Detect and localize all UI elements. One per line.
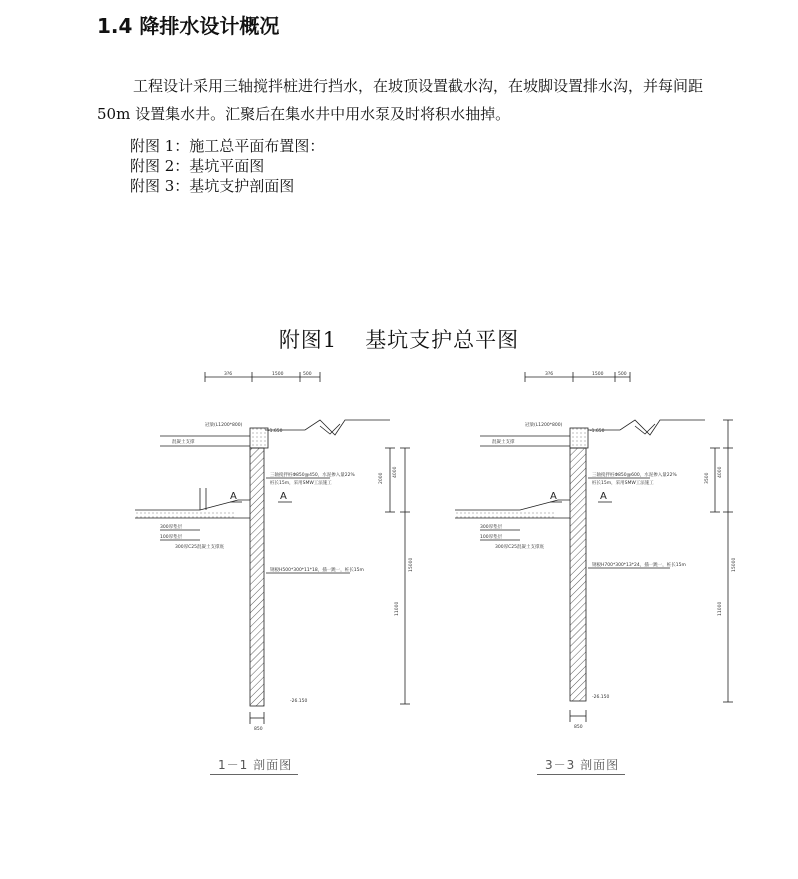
caption-underline	[537, 774, 625, 775]
vdim-label: 4000	[718, 466, 723, 478]
pile-label-2: 桩长15m，采用SMW工法施工	[592, 481, 654, 486]
vdim-label: 4000	[393, 466, 398, 478]
dim-label: 500	[303, 372, 312, 377]
ground-level: -1.650	[590, 429, 605, 434]
layer-label: 300厚垫层	[160, 525, 183, 530]
vdim-label: 11000	[718, 601, 723, 616]
dim-label: 3?6	[545, 372, 554, 377]
attachment-item: 附图 1：施工总平面布置图：	[130, 137, 325, 155]
ground-level: -1.650	[268, 429, 283, 434]
figure-title	[0, 324, 798, 354]
attachment-list	[130, 136, 324, 196]
vdim-label: 3500	[705, 472, 710, 484]
section-drawings	[0, 360, 798, 780]
vdim-label: 11000	[395, 601, 400, 616]
layer-label: 300厚C25混凝土支撑底	[495, 545, 544, 550]
vdim-label: 15000	[732, 557, 737, 572]
width-label: 850	[574, 725, 583, 730]
pile-label-2: 桩长15m，采用SMW工法施工	[270, 481, 332, 486]
attachment-item: 附图 2：基坑平面图	[130, 157, 265, 175]
pile-label: 三轴搅拌桩Φ850@600，水泥掺入量22%	[592, 473, 677, 478]
crown-beam-label: 冠梁(L1200*800)	[525, 423, 563, 428]
section-mark: A	[230, 491, 237, 502]
strut-label: 混凝土支撑	[492, 440, 515, 445]
section-caption-3-3: 3－3 剖面图	[545, 758, 620, 772]
pile-label: 三轴搅拌桩Φ850@450，水泥掺入量22%	[270, 473, 355, 478]
layer-label: 100厚垫层	[160, 535, 183, 540]
steel-label: 钢板H500*300*11*18，插一跳一，桩长15m	[270, 568, 364, 573]
vdim-label: 15000	[409, 557, 414, 572]
figure-title-text: 基坑支护总平图	[365, 328, 520, 352]
strut-label: 混凝土支撑	[172, 440, 195, 445]
layer-label: 100厚垫层	[480, 535, 503, 540]
dim-label: 500	[618, 372, 627, 377]
section-heading: 1.4 降排水设计概况	[97, 14, 280, 38]
crown-beam-label: 冠梁(L1200*800)	[205, 423, 243, 428]
section-mark: A	[280, 491, 287, 502]
section-mark: A	[600, 491, 607, 502]
dim-label: 1500	[272, 372, 284, 377]
width-label: 850	[254, 727, 263, 732]
layer-label: 300厚垫层	[480, 525, 503, 530]
dim-label: 3?6	[224, 372, 233, 377]
attachment-item: 附图 3：基坑支护剖面图	[130, 177, 295, 195]
bottom-level: -26.150	[592, 695, 610, 700]
section-paragraph: 工程设计采用三轴搅拌桩进行挡水，在坡顶设置截水沟，在坡脚设置排水沟，并每间距 50m 设置集水井。汇聚后在集水井中用水泵及时将积水抽掉。	[97, 77, 704, 123]
dim-label: 1500	[592, 372, 604, 377]
section-mark: A	[550, 491, 557, 502]
bottom-level: -26.150	[290, 699, 308, 704]
layer-label: 300厚C25混凝土支撑底	[175, 545, 224, 550]
figure-title-number: 附图1	[278, 328, 338, 352]
vdim-label: 2000	[379, 472, 384, 484]
steel-label: 钢板H700*300*13*24，插一跳一，桩长15m	[592, 563, 686, 568]
caption-underline	[210, 774, 298, 775]
section-caption-1-1: 1－1 剖面图	[218, 758, 293, 772]
